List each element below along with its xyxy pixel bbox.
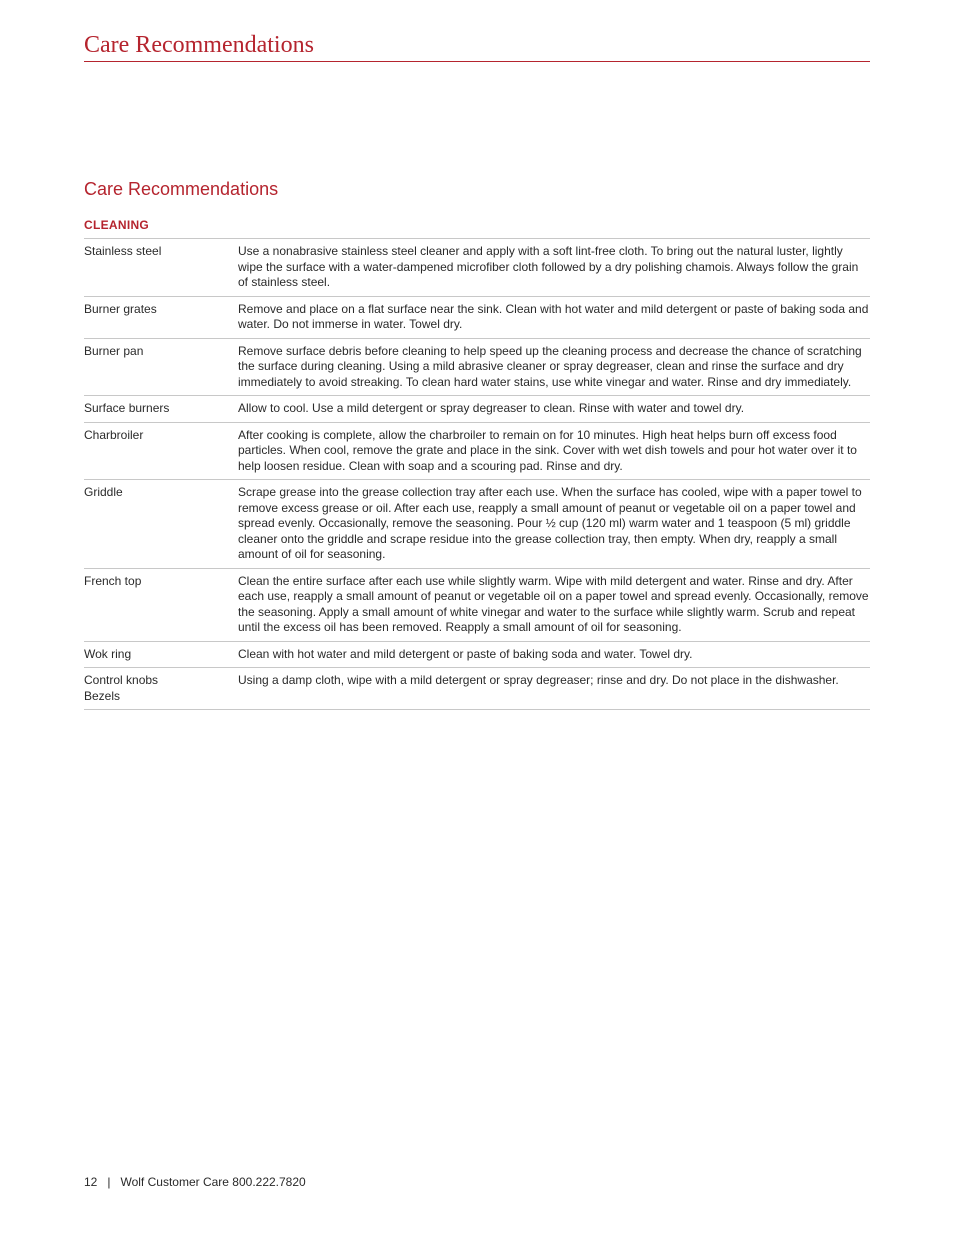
table-row (84, 568, 870, 641)
row-item-line: Control knobs (84, 673, 159, 687)
row-description: Scrape grease into the grease collection tray after each use. When the surface has cooled, wipe with a paper towel to remove excess grease or oil. After each use, reapply a small amount of peanut or vegetable oil on a paper towel and spread evenly. Occasionally, remove the seasoning. Pour ½ cup (120 ml) warm water and 1 teaspoon (5 ml) griddle cleaner onto the griddle and scrape residue into the grease collection tray, then empty. When dry, reapply a small amount of oil for seasoning. (238, 480, 870, 569)
row-item: Burner pan (84, 338, 238, 396)
page-header (84, 31, 870, 62)
care-table (84, 238, 870, 710)
page-title: Care Recommendations (84, 32, 314, 58)
page-footer (84, 1175, 306, 1189)
row-item: Burner grates (84, 296, 238, 338)
row-description: Use a nonabrasive stainless steel cleaner and apply with a soft lint-free cloth. To bring out the natural luster, lightly wipe the surface with a water-dampened microfiber cloth followed by a dry polishing chamois. Always follow the grain of stainless steel. (238, 239, 870, 297)
row-item: French top (84, 568, 238, 641)
row-item (84, 668, 238, 710)
table-row (84, 480, 870, 569)
table-row (84, 239, 870, 297)
page-number: 12 (84, 1175, 98, 1189)
care-section (84, 177, 870, 710)
row-description: Clean the entire surface after each use while slightly warm. Wipe with mild detergent and water. Rinse and dry. After each use, reapply a small amount of peanut or vegetable oil on a paper towel and spread evenly. Occasionally, remove the seasoning. Apply a small amount of white vinegar and water to the surface while slightly warm. Scrub and repeat until the excess oil has been removed. Reapply a small amount of oil for seasoning. (238, 568, 870, 641)
row-description: Allow to cool. Use a mild detergent or spray degreaser to clean. Rinse with water and towel dry. (238, 396, 870, 423)
table-row (84, 422, 870, 480)
section-subtitle: CLEANING (84, 218, 150, 232)
row-item: Surface burners (84, 396, 238, 423)
row-description: Remove and place on a flat surface near the sink. Clean with hot water and mild detergent or paste of baking soda and water. Do not immerse in water. Towel dry. (238, 296, 870, 338)
row-item: Stainless steel (84, 239, 238, 297)
row-description: Clean with hot water and mild detergent or paste of baking soda and water. Towel dry. (238, 641, 870, 668)
table-row (84, 641, 870, 668)
row-description: Remove surface debris before cleaning to help speed up the cleaning process and decrease the chance of scratching the surface during cleaning. Using a mild abrasive cleaner or spray degreaser, clean and rinse the surface and dry immediately to avoid streaking. To clean hard water stains, use white vinegar and water. Rinse and dry immediately. (238, 338, 870, 396)
footer-text: Wolf Customer Care 800.222.7820 (120, 1175, 306, 1189)
row-description: Using a damp cloth, wipe with a mild detergent or spray degreaser; rinse and dry. Do not place in the dishwasher. (238, 668, 870, 710)
footer-separator: | (107, 1175, 111, 1189)
table-row (84, 668, 870, 710)
row-item: Wok ring (84, 641, 238, 668)
table-row (84, 396, 870, 423)
table-row (84, 296, 870, 338)
row-item: Charbroiler (84, 422, 238, 480)
row-item: Griddle (84, 480, 238, 569)
row-item-line: Bezels (84, 688, 121, 703)
row-description: After cooking is complete, allow the charbroiler to remain on for 10 minutes. High heat helps burn off excess food particles. When cool, remove the grate and place in the sink. Cover with wet dish towels and pour hot water over it to help loosen residue. Clean with soap and a scouring pad. Rinse and dry. (238, 422, 870, 480)
table-row (84, 338, 870, 396)
section-title: Care Recommendations (84, 179, 279, 199)
